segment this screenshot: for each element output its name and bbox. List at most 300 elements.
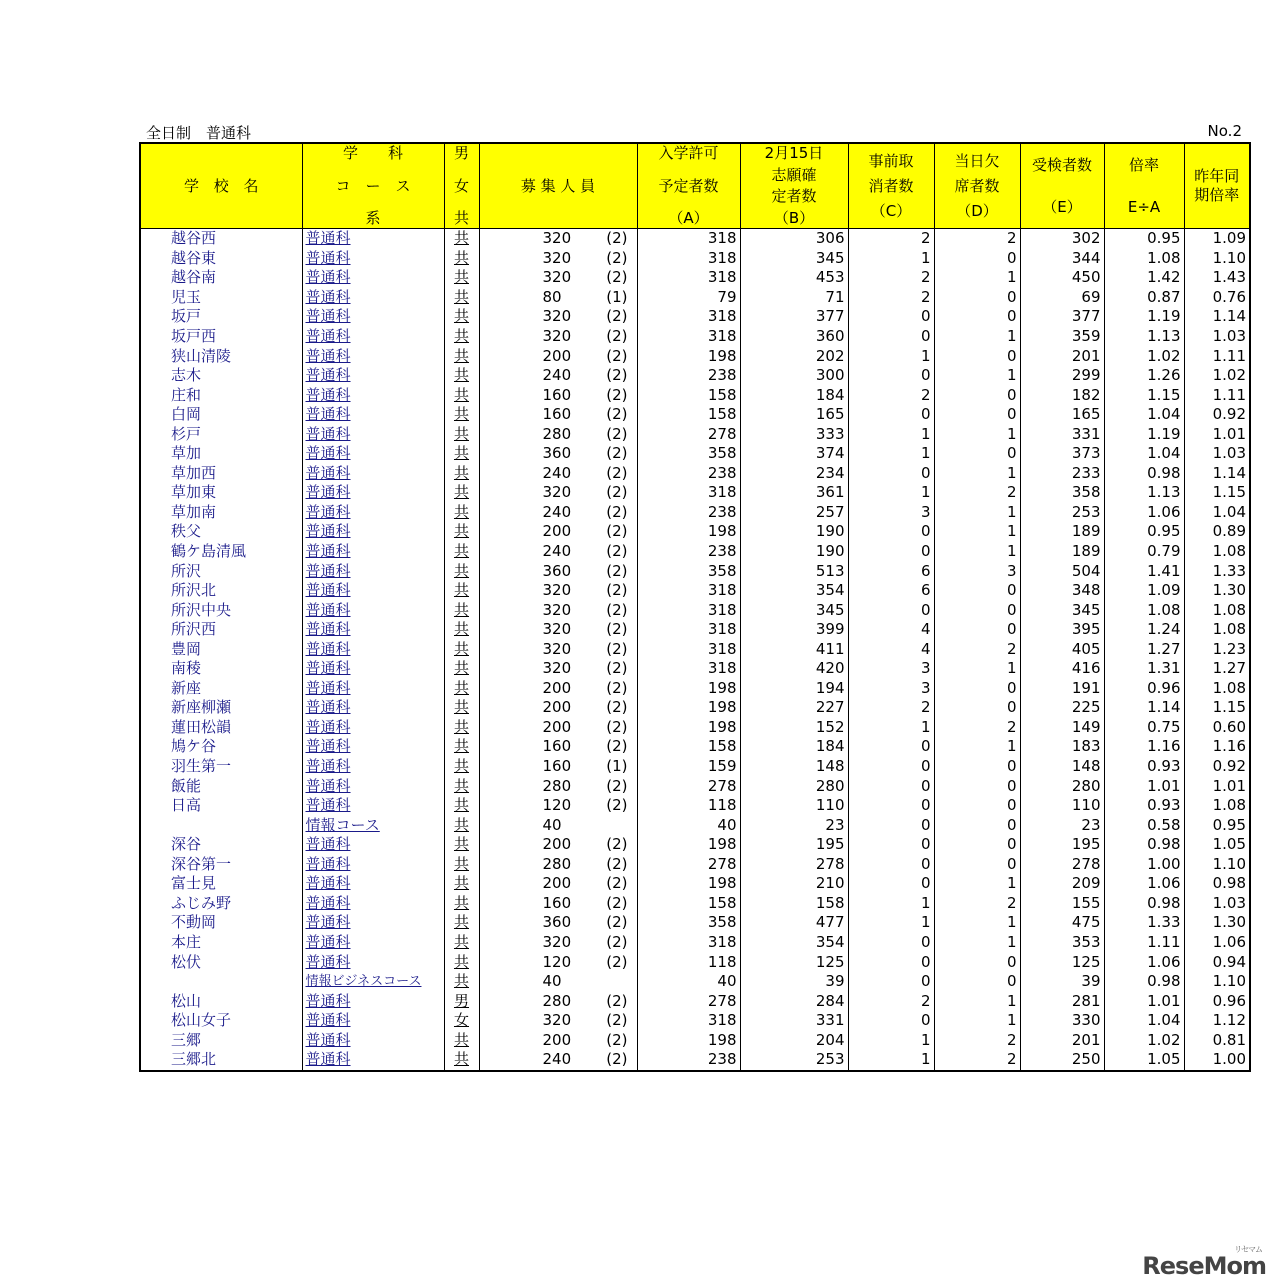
last-year-ratio: 1.27 xyxy=(1184,659,1250,679)
absent-count: 0 xyxy=(934,679,1020,699)
absent-count: 2 xyxy=(934,639,1020,659)
course-name: 普通科 xyxy=(302,288,444,308)
sex-type: 共 xyxy=(444,1050,479,1071)
ratio-value: 1.24 xyxy=(1104,620,1184,640)
quota-value: 200 xyxy=(542,698,572,717)
ratio-value: 1.06 xyxy=(1104,952,1184,972)
quota-value: 280 xyxy=(542,424,572,443)
quota-cell xyxy=(479,288,637,308)
quota-value: 360 xyxy=(542,561,572,580)
absent-count: 0 xyxy=(934,972,1020,992)
plan-count: 118 xyxy=(637,796,740,816)
absent-count: 1 xyxy=(934,542,1020,562)
plan-count: 198 xyxy=(637,522,740,542)
quota-value: 320 xyxy=(542,307,572,326)
quota-value: 40 xyxy=(542,972,562,991)
header-absent: 当日欠 席者数 （D） xyxy=(934,143,1020,229)
cancel-count: 1 xyxy=(848,483,934,503)
table-row xyxy=(140,366,1250,386)
cancel-count: 1 xyxy=(848,1050,934,1071)
quota-value: 160 xyxy=(542,405,572,424)
school-name xyxy=(140,815,302,835)
plan-count: 79 xyxy=(637,288,740,308)
plan-count: 238 xyxy=(637,464,740,484)
school-name: 新座柳瀬 xyxy=(140,698,302,718)
applicant-count: 253 xyxy=(740,1050,848,1071)
quota-value: 200 xyxy=(542,1030,572,1049)
sex-type: 共 xyxy=(444,815,479,835)
quota-value: 200 xyxy=(542,835,572,854)
table-row xyxy=(140,991,1250,1011)
absent-count: 0 xyxy=(934,835,1020,855)
cancel-count: 0 xyxy=(848,757,934,777)
applicant-count: 202 xyxy=(740,346,848,366)
plan-count: 318 xyxy=(637,600,740,620)
course-name: 情報ビジネスコース xyxy=(302,972,444,992)
quota-paren: (2) xyxy=(606,913,628,932)
plan-count: 158 xyxy=(637,737,740,757)
examinee-count: 110 xyxy=(1020,796,1104,816)
quota-paren: (2) xyxy=(606,698,628,717)
school-name: 本庄 xyxy=(140,933,302,953)
quota-value: 200 xyxy=(542,717,572,736)
table-row xyxy=(140,855,1250,875)
quota-value: 200 xyxy=(542,522,572,541)
applicant-count: 377 xyxy=(740,307,848,327)
sex-type: 共 xyxy=(444,327,479,347)
applicant-count: 110 xyxy=(740,796,848,816)
absent-count: 1 xyxy=(934,991,1020,1011)
quota-value: 200 xyxy=(542,874,572,893)
plan-count: 358 xyxy=(637,444,740,464)
quota-value: 320 xyxy=(542,229,572,248)
ratio-value: 1.01 xyxy=(1104,991,1184,1011)
quota-cell xyxy=(479,972,637,992)
sex-type: 女 xyxy=(444,1011,479,1031)
ratio-value: 1.05 xyxy=(1104,1050,1184,1071)
school-name: 坂戸 xyxy=(140,307,302,327)
ratio-value: 1.16 xyxy=(1104,737,1184,757)
quota-paren: (2) xyxy=(606,737,628,756)
applicant-count: 411 xyxy=(740,639,848,659)
ratio-value: 0.95 xyxy=(1104,229,1184,249)
quota-cell xyxy=(479,385,637,405)
course-name: 普通科 xyxy=(302,346,444,366)
cancel-count: 2 xyxy=(848,698,934,718)
ratio-value: 1.11 xyxy=(1104,933,1184,953)
examinee-count: 201 xyxy=(1020,346,1104,366)
plan-count: 238 xyxy=(637,503,740,523)
course-name: 普通科 xyxy=(302,639,444,659)
table-row xyxy=(140,1030,1250,1050)
course-name: 普通科 xyxy=(302,757,444,777)
examinee-count: 358 xyxy=(1020,483,1104,503)
plan-count: 318 xyxy=(637,581,740,601)
cancel-count: 1 xyxy=(848,894,934,914)
quota-value: 80 xyxy=(542,287,562,306)
sex-type: 共 xyxy=(444,972,479,992)
applicant-count: 184 xyxy=(740,737,848,757)
table-row xyxy=(140,229,1250,249)
table-row xyxy=(140,483,1250,503)
quota-value: 280 xyxy=(542,776,572,795)
header-quota: 募 集 人 員 xyxy=(479,143,637,229)
logo-text: ReseMom xyxy=(1142,1252,1266,1280)
cancel-count: 1 xyxy=(848,718,934,738)
quota-paren: (2) xyxy=(606,248,628,267)
absent-count: 0 xyxy=(934,405,1020,425)
school-name: 松伏 xyxy=(140,952,302,972)
absent-count: 2 xyxy=(934,718,1020,738)
plan-count: 318 xyxy=(637,639,740,659)
ratio-value: 1.13 xyxy=(1104,483,1184,503)
school-name: 所沢北 xyxy=(140,581,302,601)
sex-type: 共 xyxy=(444,639,479,659)
quota-value: 160 xyxy=(542,757,572,776)
quota-cell xyxy=(479,464,637,484)
examinee-count: 377 xyxy=(1020,307,1104,327)
ratio-value: 1.08 xyxy=(1104,600,1184,620)
quota-cell xyxy=(479,1030,637,1050)
ratio-value: 0.93 xyxy=(1104,757,1184,777)
header-sex: 男 女 共 xyxy=(444,143,479,229)
school-name: 児玉 xyxy=(140,288,302,308)
last-year-ratio: 1.08 xyxy=(1184,542,1250,562)
last-year-ratio: 0.92 xyxy=(1184,757,1250,777)
table-row xyxy=(140,913,1250,933)
course-name: 普通科 xyxy=(302,913,444,933)
cancel-count: 2 xyxy=(848,229,934,249)
examinee-count: 299 xyxy=(1020,366,1104,386)
applicant-count: 306 xyxy=(740,229,848,249)
sex-type: 共 xyxy=(444,718,479,738)
table-row xyxy=(140,835,1250,855)
applicant-count: 125 xyxy=(740,952,848,972)
ratio-value: 0.58 xyxy=(1104,815,1184,835)
school-name: 志木 xyxy=(140,366,302,386)
last-year-ratio: 0.76 xyxy=(1184,288,1250,308)
quota-paren: (2) xyxy=(606,561,628,580)
examinee-count: 345 xyxy=(1020,600,1104,620)
plan-count: 318 xyxy=(637,307,740,327)
table-row xyxy=(140,874,1250,894)
table-row xyxy=(140,424,1250,444)
absent-count: 0 xyxy=(934,249,1020,269)
school-name: 南稜 xyxy=(140,659,302,679)
cancel-count: 0 xyxy=(848,405,934,425)
course-name: 普通科 xyxy=(302,874,444,894)
plan-count: 118 xyxy=(637,952,740,972)
cancel-count: 0 xyxy=(848,776,934,796)
cancel-count: 2 xyxy=(848,991,934,1011)
quota-cell xyxy=(479,835,637,855)
examinee-count: 331 xyxy=(1020,424,1104,444)
cancel-count: 2 xyxy=(848,385,934,405)
cancel-count: 0 xyxy=(848,835,934,855)
quota-value: 160 xyxy=(542,893,572,912)
quota-cell xyxy=(479,639,637,659)
ratio-value: 0.98 xyxy=(1104,464,1184,484)
applicant-count: 361 xyxy=(740,483,848,503)
plan-count: 158 xyxy=(637,405,740,425)
last-year-ratio: 0.89 xyxy=(1184,522,1250,542)
quota-value: 200 xyxy=(542,346,572,365)
examinee-count: 353 xyxy=(1020,933,1104,953)
cancel-count: 0 xyxy=(848,972,934,992)
school-name: 所沢 xyxy=(140,561,302,581)
ratio-value: 0.87 xyxy=(1104,288,1184,308)
quota-paren: (2) xyxy=(606,932,628,951)
school-name: 蓮田松韻 xyxy=(140,718,302,738)
quota-cell xyxy=(479,1011,637,1031)
quota-cell xyxy=(479,679,637,699)
examinee-count: 225 xyxy=(1020,698,1104,718)
table-row xyxy=(140,1050,1250,1071)
applicant-count: 300 xyxy=(740,366,848,386)
quota-paren: (1) xyxy=(606,287,628,306)
quota-value: 240 xyxy=(542,1050,572,1069)
last-year-ratio: 0.81 xyxy=(1184,1030,1250,1050)
header-ratio: 倍率 E÷A xyxy=(1104,143,1184,229)
last-year-ratio: 1.30 xyxy=(1184,913,1250,933)
examinee-count: 183 xyxy=(1020,737,1104,757)
sex-type: 共 xyxy=(444,835,479,855)
quota-value: 120 xyxy=(542,952,572,971)
quota-paren: (2) xyxy=(606,600,628,619)
cancel-count: 0 xyxy=(848,464,934,484)
quota-paren: (2) xyxy=(606,874,628,893)
plan-count: 278 xyxy=(637,991,740,1011)
plan-count: 318 xyxy=(637,249,740,269)
ratio-value: 1.00 xyxy=(1104,855,1184,875)
last-year-ratio: 1.01 xyxy=(1184,776,1250,796)
table-row xyxy=(140,464,1250,484)
examinee-count: 201 xyxy=(1020,1030,1104,1050)
applicant-count: 195 xyxy=(740,835,848,855)
cancel-count: 0 xyxy=(848,522,934,542)
school-name: 草加東 xyxy=(140,483,302,503)
cancel-count: 0 xyxy=(848,327,934,347)
school-name: 狭山清陵 xyxy=(140,346,302,366)
plan-count: 318 xyxy=(637,620,740,640)
last-year-ratio: 1.10 xyxy=(1184,855,1250,875)
sex-type: 共 xyxy=(444,913,479,933)
cancel-count: 0 xyxy=(848,600,934,620)
examinee-count: 189 xyxy=(1020,542,1104,562)
sex-type: 共 xyxy=(444,757,479,777)
course-name: 普通科 xyxy=(302,835,444,855)
cancel-count: 0 xyxy=(848,815,934,835)
table-row xyxy=(140,249,1250,269)
page-number: No.2 xyxy=(1207,122,1242,140)
quota-value: 280 xyxy=(542,991,572,1010)
last-year-ratio: 1.14 xyxy=(1184,464,1250,484)
last-year-ratio: 1.43 xyxy=(1184,268,1250,288)
plan-count: 40 xyxy=(637,972,740,992)
sex-type: 共 xyxy=(444,424,479,444)
ratio-value: 0.96 xyxy=(1104,679,1184,699)
examinee-count: 344 xyxy=(1020,249,1104,269)
ratio-value: 0.79 xyxy=(1104,542,1184,562)
course-name: 普通科 xyxy=(302,1011,444,1031)
cancel-count: 4 xyxy=(848,620,934,640)
ratio-value: 1.14 xyxy=(1104,698,1184,718)
quota-paren: (2) xyxy=(606,854,628,873)
ratio-value: 1.27 xyxy=(1104,639,1184,659)
school-name: 松山 xyxy=(140,991,302,1011)
quota-cell xyxy=(479,874,637,894)
ratio-value: 1.31 xyxy=(1104,659,1184,679)
school-name: 富士見 xyxy=(140,874,302,894)
absent-count: 0 xyxy=(934,757,1020,777)
table-row xyxy=(140,933,1250,953)
examinee-count: 405 xyxy=(1020,639,1104,659)
quota-cell xyxy=(479,581,637,601)
examinee-count: 189 xyxy=(1020,522,1104,542)
absent-count: 1 xyxy=(934,913,1020,933)
absent-count: 2 xyxy=(934,229,1020,249)
quota-value: 240 xyxy=(542,463,572,482)
applicant-count: 354 xyxy=(740,933,848,953)
absent-count: 0 xyxy=(934,620,1020,640)
ratio-value: 1.06 xyxy=(1104,503,1184,523)
plan-count: 318 xyxy=(637,1011,740,1031)
resemom-logo xyxy=(1142,1245,1266,1280)
last-year-ratio: 0.92 xyxy=(1184,405,1250,425)
table-body xyxy=(140,229,1250,1071)
course-name: 普通科 xyxy=(302,268,444,288)
quota-cell xyxy=(479,894,637,914)
cancel-count: 1 xyxy=(848,249,934,269)
school-name: 越谷東 xyxy=(140,249,302,269)
absent-count: 0 xyxy=(934,855,1020,875)
ratio-value: 1.13 xyxy=(1104,327,1184,347)
plan-count: 318 xyxy=(637,933,740,953)
quota-cell xyxy=(479,522,637,542)
course-name: 普通科 xyxy=(302,679,444,699)
quota-paren: (2) xyxy=(606,346,628,365)
plan-count: 159 xyxy=(637,757,740,777)
last-year-ratio: 1.01 xyxy=(1184,424,1250,444)
sex-type: 共 xyxy=(444,952,479,972)
quota-value: 40 xyxy=(542,815,562,834)
sex-type: 共 xyxy=(444,444,479,464)
absent-count: 0 xyxy=(934,776,1020,796)
course-name: 情報コース xyxy=(302,815,444,835)
quota-cell xyxy=(479,737,637,757)
quota-value: 320 xyxy=(542,327,572,345)
quota-paren: (1) xyxy=(606,757,628,776)
applicant-count: 204 xyxy=(740,1030,848,1050)
school-name: 深谷 xyxy=(140,835,302,855)
absent-count: 2 xyxy=(934,483,1020,503)
plan-count: 158 xyxy=(637,385,740,405)
course-name: 普通科 xyxy=(302,620,444,640)
plan-count: 198 xyxy=(637,718,740,738)
quota-paren: (2) xyxy=(606,385,628,404)
applicant-count: 165 xyxy=(740,405,848,425)
plan-count: 40 xyxy=(637,815,740,835)
plan-count: 318 xyxy=(637,229,740,249)
applicant-count: 360 xyxy=(740,327,848,347)
ratio-value: 1.15 xyxy=(1104,385,1184,405)
examinee-count: 195 xyxy=(1020,835,1104,855)
quota-value: 320 xyxy=(542,600,572,619)
quota-cell xyxy=(479,542,637,562)
plan-count: 238 xyxy=(637,1050,740,1071)
quota-cell xyxy=(479,405,637,425)
absent-count: 2 xyxy=(934,1030,1020,1050)
course-name: 普通科 xyxy=(302,229,444,249)
applicant-count: 420 xyxy=(740,659,848,679)
course-name: 普通科 xyxy=(302,366,444,386)
plan-count: 278 xyxy=(637,424,740,444)
school-name: 秩父 xyxy=(140,522,302,542)
applicant-count: 374 xyxy=(740,444,848,464)
last-year-ratio: 1.06 xyxy=(1184,933,1250,953)
course-name: 普通科 xyxy=(302,464,444,484)
quota-paren: (2) xyxy=(606,366,628,385)
examinee-count: 330 xyxy=(1020,1011,1104,1031)
quota-value: 320 xyxy=(542,932,572,951)
header-cancel: 事前取 消者数 （C） xyxy=(848,143,934,229)
ratio-value: 0.95 xyxy=(1104,522,1184,542)
course-name: 普通科 xyxy=(302,659,444,679)
quota-cell xyxy=(479,855,637,875)
table-row xyxy=(140,346,1250,366)
cancel-count: 1 xyxy=(848,346,934,366)
quota-paren: (2) xyxy=(606,483,628,502)
quota-paren: (2) xyxy=(606,444,628,463)
cancel-count: 0 xyxy=(848,952,934,972)
ratio-value: 0.93 xyxy=(1104,796,1184,816)
plan-count: 198 xyxy=(637,874,740,894)
examinee-count: 165 xyxy=(1020,405,1104,425)
sex-type: 共 xyxy=(444,483,479,503)
examinee-count: 253 xyxy=(1020,503,1104,523)
course-name: 普通科 xyxy=(302,894,444,914)
cancel-count: 1 xyxy=(848,1030,934,1050)
examinee-count: 280 xyxy=(1020,776,1104,796)
quota-value: 240 xyxy=(542,502,572,521)
quota-cell xyxy=(479,444,637,464)
examinee-count: 23 xyxy=(1020,815,1104,835)
last-year-ratio: 1.33 xyxy=(1184,561,1250,581)
school-name: 越谷南 xyxy=(140,268,302,288)
quota-value: 320 xyxy=(542,248,572,267)
last-year-ratio: 1.11 xyxy=(1184,385,1250,405)
sex-type: 共 xyxy=(444,366,479,386)
course-name: 普通科 xyxy=(302,1050,444,1071)
absent-count: 1 xyxy=(934,737,1020,757)
last-year-ratio: 1.03 xyxy=(1184,894,1250,914)
last-year-ratio: 1.03 xyxy=(1184,444,1250,464)
last-year-ratio: 1.08 xyxy=(1184,796,1250,816)
last-year-ratio: 1.14 xyxy=(1184,307,1250,327)
school-name: 羽生第一 xyxy=(140,757,302,777)
course-name: 普通科 xyxy=(302,307,444,327)
course-name: 普通科 xyxy=(302,737,444,757)
examinee-count: 149 xyxy=(1020,718,1104,738)
sex-type: 共 xyxy=(444,698,479,718)
last-year-ratio: 0.95 xyxy=(1184,815,1250,835)
quota-cell xyxy=(479,327,637,347)
last-year-ratio: 0.96 xyxy=(1184,991,1250,1011)
table-row xyxy=(140,385,1250,405)
sex-type: 共 xyxy=(444,503,479,523)
examinee-count: 209 xyxy=(1020,874,1104,894)
quota-value: 320 xyxy=(542,268,572,287)
